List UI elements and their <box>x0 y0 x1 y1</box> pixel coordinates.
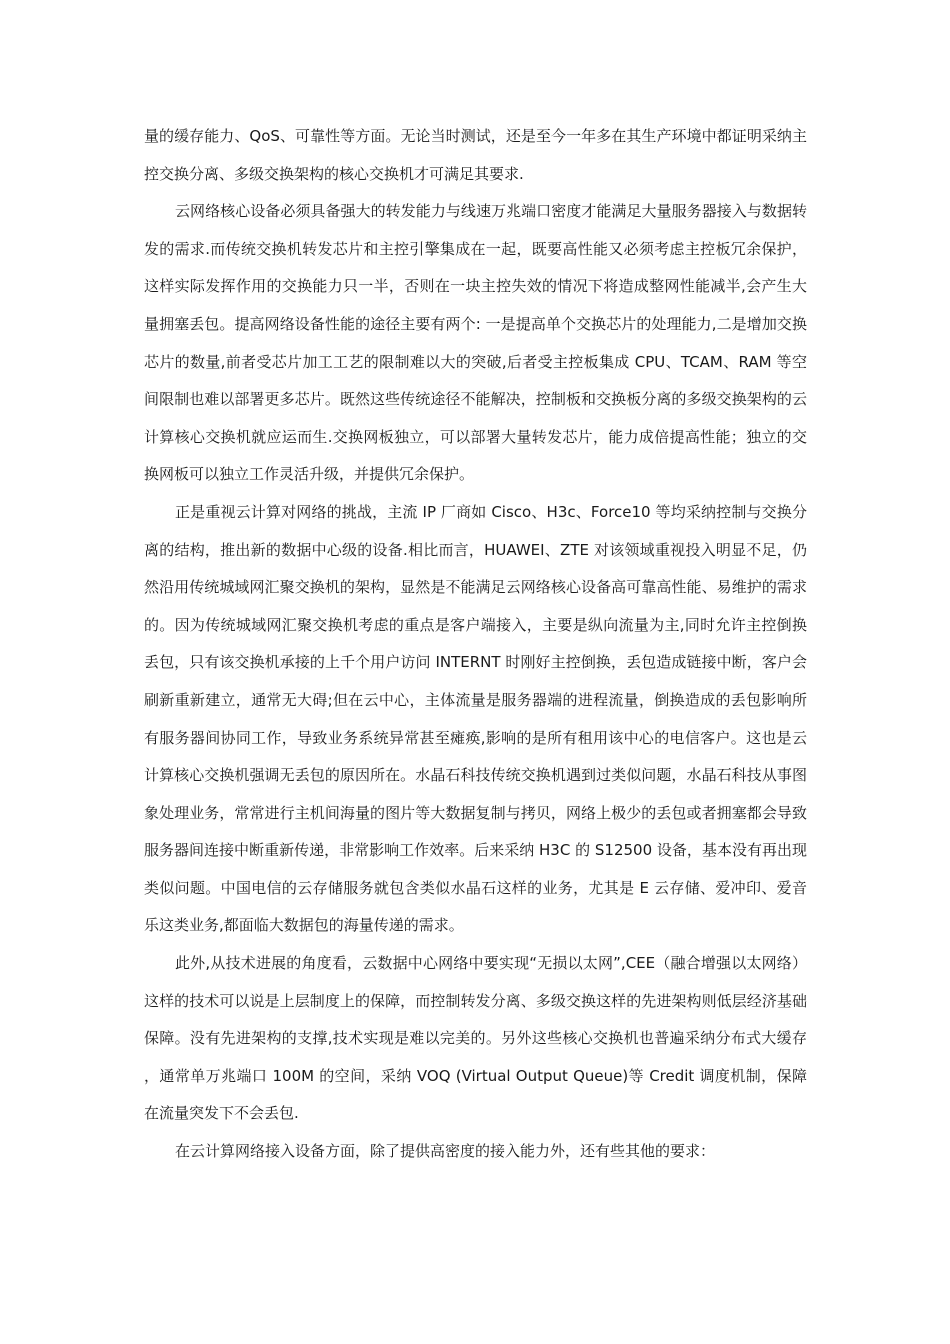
document-body <box>144 118 807 1171</box>
paragraph-3: 正是重视云计算对网络的挑战，主流 IP 厂商如 Cisco、H3c、Force10 等均采纳控制与交换分离的结构，推出新的数据中心级的设备.相比而言，HUAWEI、ZTE 对该领域重视投入明显不足，仍然沿用传统城域网汇聚交换机的架构，显然是不能满足云网络核心设备高可靠高性能、易维护的需求的。因为传统城域网汇聚交换机考虑的重点是客户端接入，主要是纵向流量为主,同时允许主控倒换丢包，只有该交换机承接的上千个用户访问 INTERNT 时刚好主控倒换，丢包造成链接中断，客户会刷新重新建立，通常无大碍;但在云中心，主体流量是服务器端的进程流量，倒换造成的丢包影响所有服务器间协同工作，导致业务系统异常甚至瘫痪,影响的是所有租用该中心的电信客户。这也是云计算核心交换机强调无丢包的原因所在。水晶石科技传统交换机遇到过类似问题，水晶石科技从事图象处理业务，常常进行主机间海量的图片等大数据复制与拷贝，网络上极少的丢包或者拥塞都会导致服务器间连接中断重新传递，非常影响工作效率。后来采纳 H3C 的 S12500 设备，基本没有再出现类似问题。中国电信的云存储服务就包含类似水晶石这样的业务，尤其是 E 云存储、爱冲印、爱音乐这类业务,都面临大数据包的海量传递的需求。 <box>144 502 807 935</box>
paragraph-2: 云网络核心设备必须具备强大的转发能力与线速万兆端口密度才能满足大量服务器接入与数据转发的需求.而传统交换机转发芯片和主控引擎集成在一起，既要高性能又必须考虑主控板冗余保护，这样实际发挥作用的交换能力只一半，否则在一块主控失效的情况下将造成整网性能减半,会产生大量拥塞丢包。提高网络设备性能的途径主要有两个: 一是提高单个交换芯片的处理能力,二是增加交换芯片的数量,前者受芯片加工工艺的限制难以大的突破,后者受主控板集成 CPU、TCAM、RAM 等空间限制也难以部署更多芯片。既然这些传统途径不能解决，控制板和交换板分离的多级交换架构的云计算核心交换机就应运而生.交换网板独立，可以部署大量转发芯片，能力成倍提高性能；独立的交换网板可以独立工作灵活升级，并提供冗余保护。 <box>144 202 807 484</box>
paragraph-5: 在云计算网络接入设备方面，除了提供高密度的接入能力外，还有些其他的要求： <box>175 1142 716 1161</box>
paragraph-1: 量的缓存能力、QoS、可靠性等方面。无论当时测试，还是至今一年多在其生产环境中都证明采纳主控交换分离、多级交换架构的核心交换机才可满足其要求. <box>144 127 807 183</box>
paragraph-4: 此外,从技术进展的角度看，云数据中心网络中要实现“无损以太网”,CEE（融合增强以太网络）这样的技术可以说是上层制度上的保障，而控制转发分离、多级交换这样的先进架构则低层经济基础保障。没有先进架构的支撑,技术实现是难以完美的。另外这些核心交换机也普遍采纳分布式大缓存，通常单万兆端口 100M 的空间，采纳 VOQ (Virtual Output Queue)等 Credit 调度机制，保障在流量突发下不会丢包. <box>144 954 807 1123</box>
